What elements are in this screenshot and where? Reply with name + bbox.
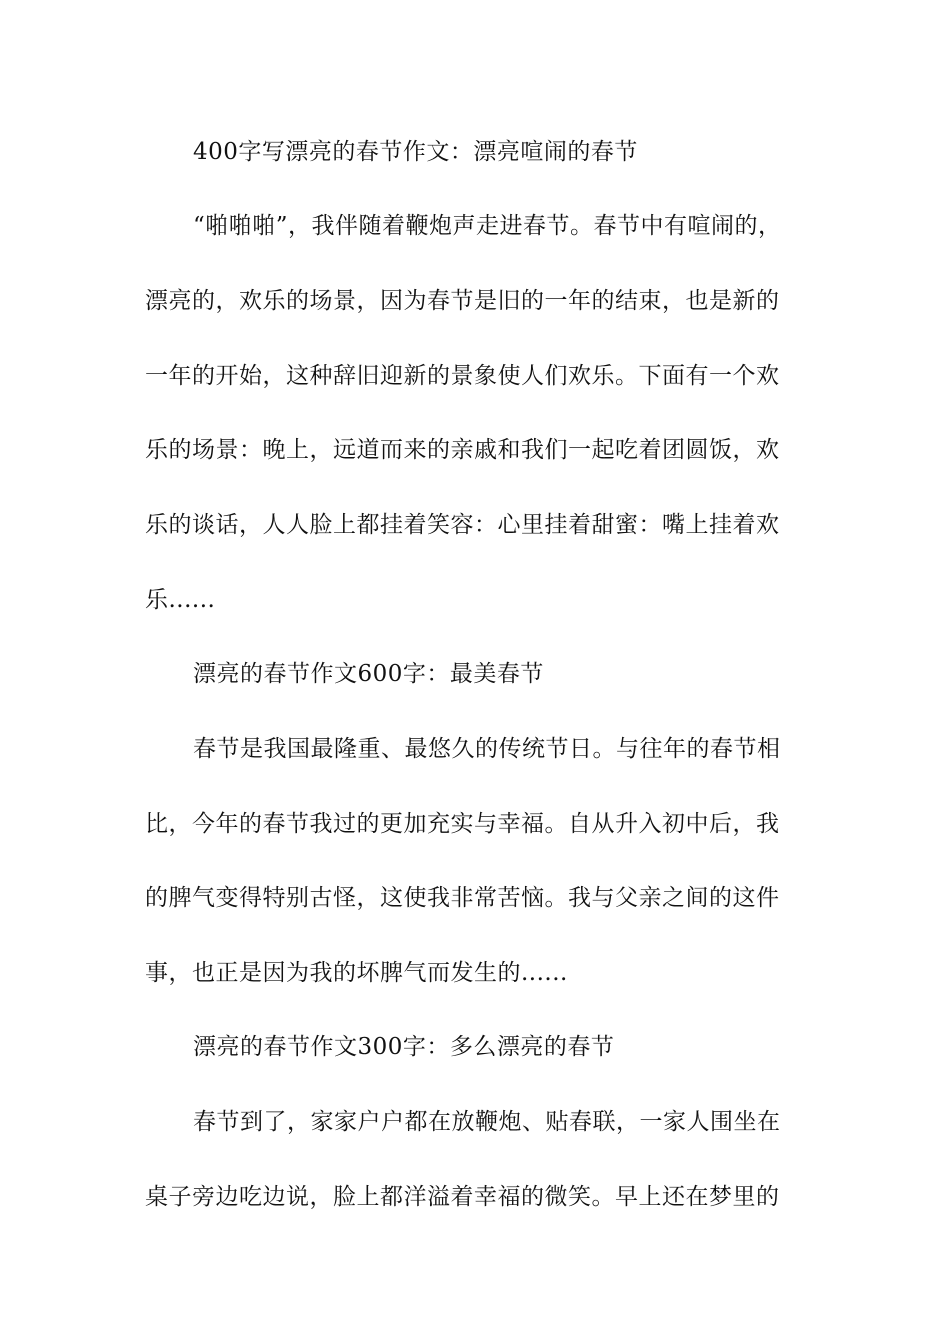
heading-400-words: 400字写漂亮的春节作文：漂亮喧闹的春节 [193,139,638,165]
paragraph-line: 漂亮的，欢乐的场景，因为春节是旧的一年的结束，也是新的 [145,288,780,314]
paragraph-line: 比，今年的春节我过的更加充实与幸福。自从升入初中后，我 [145,811,780,837]
paragraph-line: 桌子旁边吃边说，脸上都洋溢着幸福的微笑。早上还在梦里的 [145,1184,780,1210]
heading-600-words: 漂亮的春节作文600字：最美春节 [193,661,544,687]
heading-300-words: 漂亮的春节作文300字：多么漂亮的春节 [193,1034,615,1060]
paragraph-line: “啪啪啪”，我伴随着鞭炮声走进春节。春节中有喧闹的， [193,213,782,239]
paragraph-line: 的脾气变得特别古怪，这使我非常苦恼。我与父亲之间的这件 [145,885,780,911]
paragraph-line: 乐的谈话，人人脸上都挂着笑容：心里挂着甜蜜：嘴上挂着欢 [145,512,780,538]
paragraph-line: 乐...... [145,587,216,613]
paragraph-line: 春节到了，家家户户都在放鞭炮、贴春联，一家人围坐在 [193,1109,781,1135]
paragraph-line: 一年的开始，这种辞旧迎新的景象使人们欢乐。下面有一个欢 [145,363,780,389]
paragraph-line: 事，也正是因为我的坏脾气而发生的...... [145,960,568,986]
paragraph-line: 春节是我国最隆重、最悠久的传统节日。与往年的春节相 [193,736,781,762]
paragraph-line: 乐的场景：晚上，远道而来的亲戚和我们一起吃着团圆饭，欢 [145,437,780,463]
